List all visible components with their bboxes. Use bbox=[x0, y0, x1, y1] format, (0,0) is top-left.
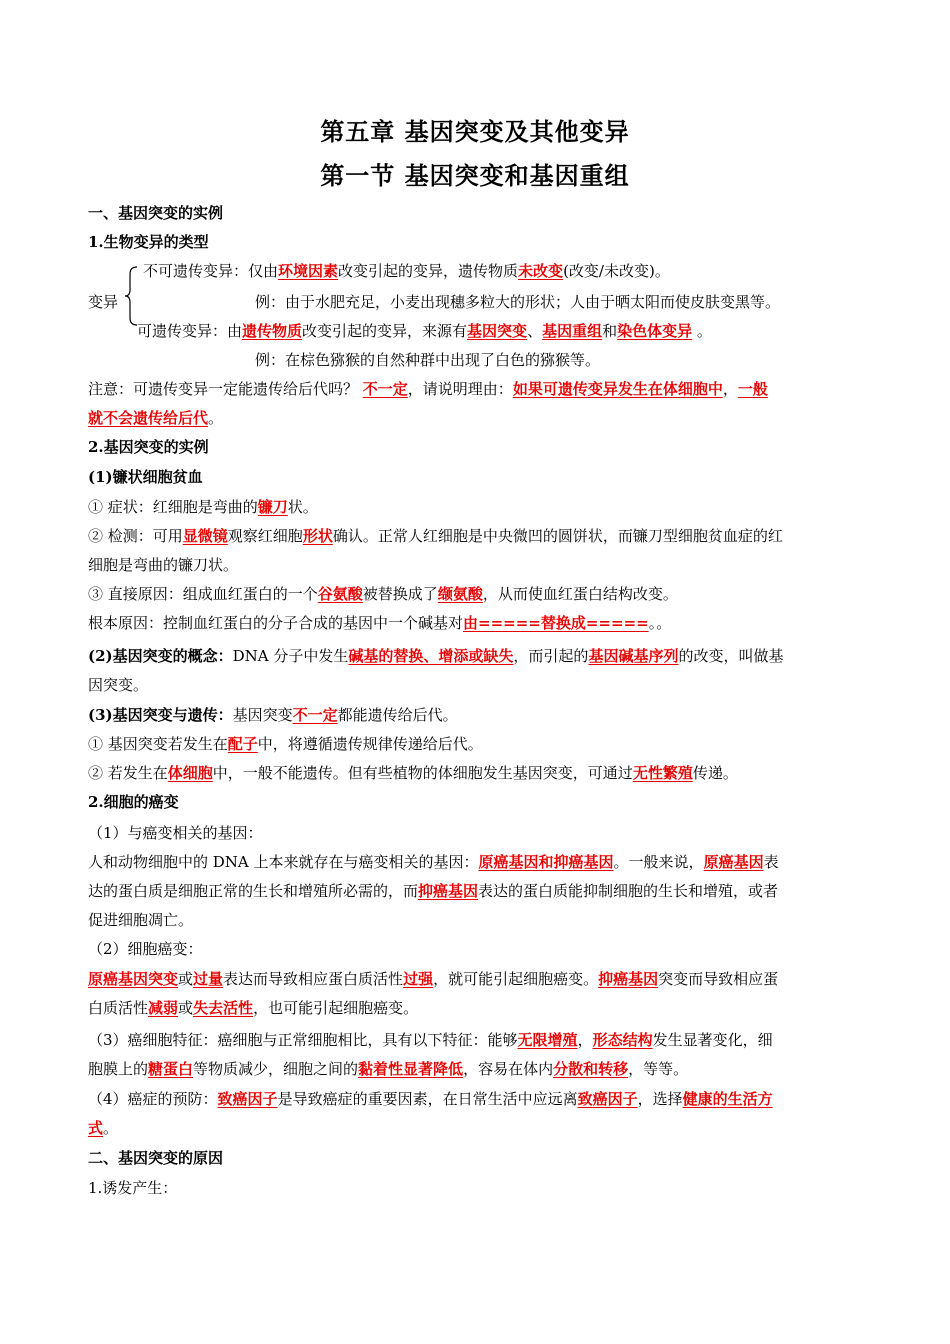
answer-shape: 形状 bbox=[302, 527, 333, 545]
answer-too-strong: 过强 bbox=[403, 970, 434, 988]
answer-valine: 缬氨酸 bbox=[437, 585, 483, 603]
heading-cell-cancer: 2.细胞的癌变 bbox=[88, 793, 179, 811]
mutation-concept-line-1: (2)基因突变的概念：DNA 分子中发生碱基的替换、增添或缺失，而引起的基因碱基序列的改变，叫做基 bbox=[88, 647, 784, 665]
detect-line-2: 细胞是弯曲的镰刀状。 bbox=[88, 556, 239, 574]
note-line-1: 注意：可遗传变异一定能遗传给后代吗？ 不一定，请说明理由：如果可遗传变异发生在体细胞中，一般 bbox=[88, 380, 768, 398]
cancer-genes-line-1: 人和动物细胞中的 DNA 上本来就存在与癌变相关的基因：原癌基因和抑癌基因。一般来说，原癌基因表 bbox=[88, 853, 779, 871]
answer-base-pair-replacement: 由=====替换成===== bbox=[463, 614, 649, 632]
variation-label: 变异 bbox=[88, 293, 119, 311]
answer-unchanged: 未改变 bbox=[518, 262, 564, 280]
detect-line-1: ② 检测：可用显微镜观察红细胞形状确认。正常人红细胞是中央微凹的圆饼状，而镰刀型细胞贫血症的红 bbox=[88, 527, 783, 545]
cancer-genes-title: （1）与癌变相关的基因： bbox=[88, 824, 263, 842]
cancer-features-line-2: 胞膜上的糖蛋白等物质减少，细胞之间的黏着性显著降低，容易在体内分散和转移，等等。 bbox=[88, 1060, 689, 1078]
section-title: 第一节 基因突变和基因重组 bbox=[320, 161, 630, 190]
answer-carcinogen-2: 致癌因子 bbox=[577, 1090, 638, 1108]
answer-healthy-lifestyle: 健康的生活方 bbox=[682, 1090, 773, 1108]
induced-line: 1.诱发产生： bbox=[88, 1179, 178, 1197]
answer-lost-activity: 失去活性 bbox=[193, 999, 254, 1017]
inheritance-gamete-line: ① 基因突变若发生在配子中，将遵循遗传规律传递给后代。 bbox=[88, 735, 483, 753]
nonheritable-variation-line: 不可遗传变异：仅由环境因素改变引起的变异，遗传物质未改变(改变/未改变)。 bbox=[143, 262, 670, 280]
answer-somatic-cell: 体细胞 bbox=[167, 764, 213, 782]
symptom-line: ① 症状：红细胞是弯曲的镰刀状。 bbox=[88, 498, 318, 516]
nonheritable-example: 例：由于水肥充足，小麦出现穗多粒大的形状；人由于晒太阳而使皮肤变黑等。 bbox=[255, 293, 781, 311]
answer-excess: 过量 bbox=[193, 970, 224, 988]
cancer-prevention-line-1: （4）癌症的预防：致癌因子是导致癌症的重要因素，在日常生活中应远离致癌因子，选择健康的生活方 bbox=[88, 1090, 773, 1108]
heading-mutation-example: 2.基因突变的实例 bbox=[88, 438, 209, 456]
answer-spread-transfer: 分散和转移 bbox=[553, 1060, 629, 1078]
root-cause-line: 根本原因：控制血红蛋白的分子合成的基因中一个碱基对由=====替换成=====。。 bbox=[88, 614, 672, 632]
answer-proto-mutation: 原癌基因突变 bbox=[88, 970, 179, 988]
answer-carcinogen: 致癌因子 bbox=[217, 1090, 278, 1108]
answer-gamete: 配子 bbox=[227, 735, 258, 753]
answer-sickle: 镰刀 bbox=[257, 498, 288, 516]
answer-environment-factor: 环境因素 bbox=[278, 262, 339, 280]
answer-unlimited-proliferation: 无限增殖 bbox=[517, 1031, 578, 1049]
answer-base-sequence: 基因碱基序列 bbox=[588, 647, 679, 665]
heritable-example: 例：在棕色猕猴的自然种群中出现了白色的猕猴等。 bbox=[255, 351, 601, 369]
answer-weakened: 减弱 bbox=[148, 999, 179, 1017]
cancer-genes-line-3: 促进细胞凋亡。 bbox=[88, 911, 194, 929]
mutation-inheritance-line: (3)基因突变与遗传：基因突变不一定都能遗传给后代。 bbox=[88, 706, 458, 724]
cell-cancer-line-1: 原癌基因突变或过量表达而导致相应蛋白质活性过强，就可能引起细胞癌变。抑癌基因突变而导致相应蛋 bbox=[88, 970, 779, 988]
answer-reason: 如果可遗传变异发生在体细胞中 bbox=[512, 380, 723, 398]
inheritance-somatic-line: ② 若发生在体细胞中，一般不能遗传。但有些植物的体细胞发生基因突变，可通过无性繁殖传递。 bbox=[88, 764, 738, 782]
answer-reason-continued: 就不会遗传给后代 bbox=[88, 409, 209, 427]
direct-cause-line: ③ 直接原因：组成血红蛋白的一个谷氨酸被替换成了缬氨酸，从而使血红蛋白结构改变。 bbox=[88, 585, 678, 603]
cancer-genes-line-2: 达的蛋白质是细胞正常的生长和增殖所必需的，而抑癌基因表达的蛋白质能抑制细胞的生长和增殖，或者 bbox=[88, 882, 779, 900]
heritable-variation-line: 可遗传变异：由遗传物质改变引起的变异，来源有基因突变、基因重组和染色体变异 。 bbox=[137, 322, 712, 340]
answer-adhesion-decrease: 黏着性显著降低 bbox=[358, 1060, 464, 1078]
answer-tumor-suppressor: 抑癌基因 bbox=[418, 882, 479, 900]
cell-cancer-line-2: 白质活性减弱或失去活性，也可能引起细胞癌变。 bbox=[88, 999, 419, 1017]
answer-asexual-reproduction: 无性繁殖 bbox=[632, 764, 693, 782]
answer-glutamic-acid: 谷氨酸 bbox=[317, 585, 363, 603]
heading-variation-types: 1.生物变异的类型 bbox=[88, 233, 209, 251]
heading-gene-mutation-examples: 一、基因突变的实例 bbox=[88, 204, 224, 222]
cancer-prevention-line-2: 式。 bbox=[88, 1119, 119, 1137]
note-line-2: 就不会遗传给后代。 bbox=[88, 409, 224, 427]
answer-morphology: 形态结构 bbox=[592, 1031, 653, 1049]
answer-not-necessarily-2: 不一定 bbox=[292, 706, 338, 724]
answer-chromosome-variation: 染色体变异 bbox=[617, 322, 693, 340]
cell-cancer-title: （2）细胞癌变： bbox=[88, 940, 203, 958]
chapter-title: 第五章 基因突变及其他变异 bbox=[320, 117, 630, 146]
heading-sickle-cell: (1)镰状细胞贫血 bbox=[88, 468, 203, 486]
answer-suppressor-gene: 抑癌基因 bbox=[598, 970, 659, 988]
brace-icon bbox=[124, 266, 138, 326]
answer-glycoprotein: 糖蛋白 bbox=[148, 1060, 194, 1078]
cancer-features-line-1: （3）癌细胞特征：癌细胞与正常细胞相比，具有以下特征：能够无限增殖，形态结构发生显著变化，细 bbox=[88, 1031, 773, 1049]
answer-genetic-material: 遗传物质 bbox=[242, 322, 303, 340]
answer-base-changes: 碱基的替换、增添或缺失 bbox=[348, 647, 514, 665]
answer-not-necessarily: 不一定 bbox=[362, 380, 408, 398]
answer-proto-and-suppressor: 原癌基因和抑癌基因 bbox=[478, 853, 614, 871]
answer-gene-recombination: 基因重组 bbox=[542, 322, 603, 340]
answer-gene-mutation: 基因突变 bbox=[467, 322, 528, 340]
mutation-concept-line-2: 因突变。 bbox=[88, 676, 149, 694]
answer-microscope: 显微镜 bbox=[182, 527, 228, 545]
heading-mutation-causes: 二、基因突变的原因 bbox=[88, 1149, 224, 1167]
answer-proto-oncogene: 原癌基因 bbox=[703, 853, 764, 871]
